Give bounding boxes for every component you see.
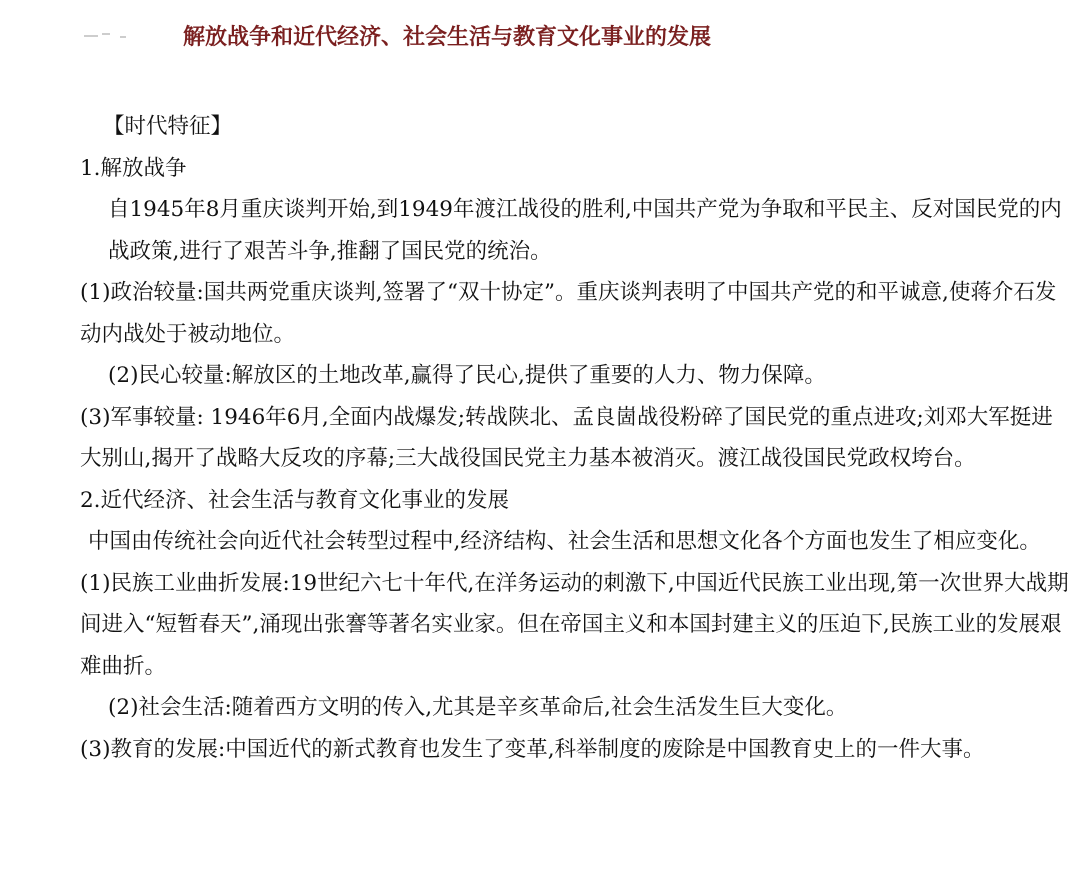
section-heading: 【时代特征】 [103,114,233,139]
document-title: 解放战争和近代经济、社会生活与教育文化事业的发展 [183,25,712,50]
paragraph-political-contest: (1)政治较量:国共两党重庆谈判,签署了“双十协定”。重庆谈判表明了中国共产党的和平诚意,使蒋介石发动内战处于被动地位。 [80,280,1057,347]
title-smudge-mark [80,32,160,42]
paragraph-national-industry: (1)民族工业曲折发展:19世纪六七十年代,在洋务运动的刺激下,中国近代民族工业出现,第一次世界大战期间进入“短暂春天”,涌现出张謇等著名实业家。但在帝国主义和本国封建主义的压迫下,民族工业的发展艰难曲折。 [80,570,1069,679]
subsection-heading-1: 1.解放战争 [80,155,187,181]
paragraph-military-contest: (3)军事较量: 1946年6月,全面内战爆发;转战陕北、孟良崮战役粉碎了国民党的重点进攻;刘邓大军挺进大别山,揭开了战略大反攻的序幕;三大战役国民党主力基本被消灭。渡江战役国民党政权垮台。 [80,404,1053,471]
document-body [80,106,1070,770]
paragraph-modernization-intro: 中国由传统社会向近代社会转型过程中,经济结构、社会生活和思想文化各个方面也发生了相应变化。 [88,529,1041,554]
paragraph-popular-support: (2)民心较量:解放区的土地改革,赢得了民心,提供了重要的人力、物力保障。 [108,363,826,388]
paragraph-liberation-war-intro: 自1945年8月重庆谈判开始,到1949年渡江战役的胜利,中国共产党为争取和平民主、反对国民党的内战政策,进行了艰苦斗争,推翻了国民党的统治。 [108,197,1062,264]
paragraph-education: (3)教育的发展:中国近代的新式教育也发生了变革,科举制度的废除是中国教育史上的一件大事。 [80,736,985,762]
subsection-heading-2: 2.近代经济、社会生活与教育文化事业的发展 [80,487,510,513]
paragraph-social-life: (2)社会生活:随着西方文明的传入,尤其是辛亥革命后,社会生活发生巨大变化。 [108,695,848,720]
